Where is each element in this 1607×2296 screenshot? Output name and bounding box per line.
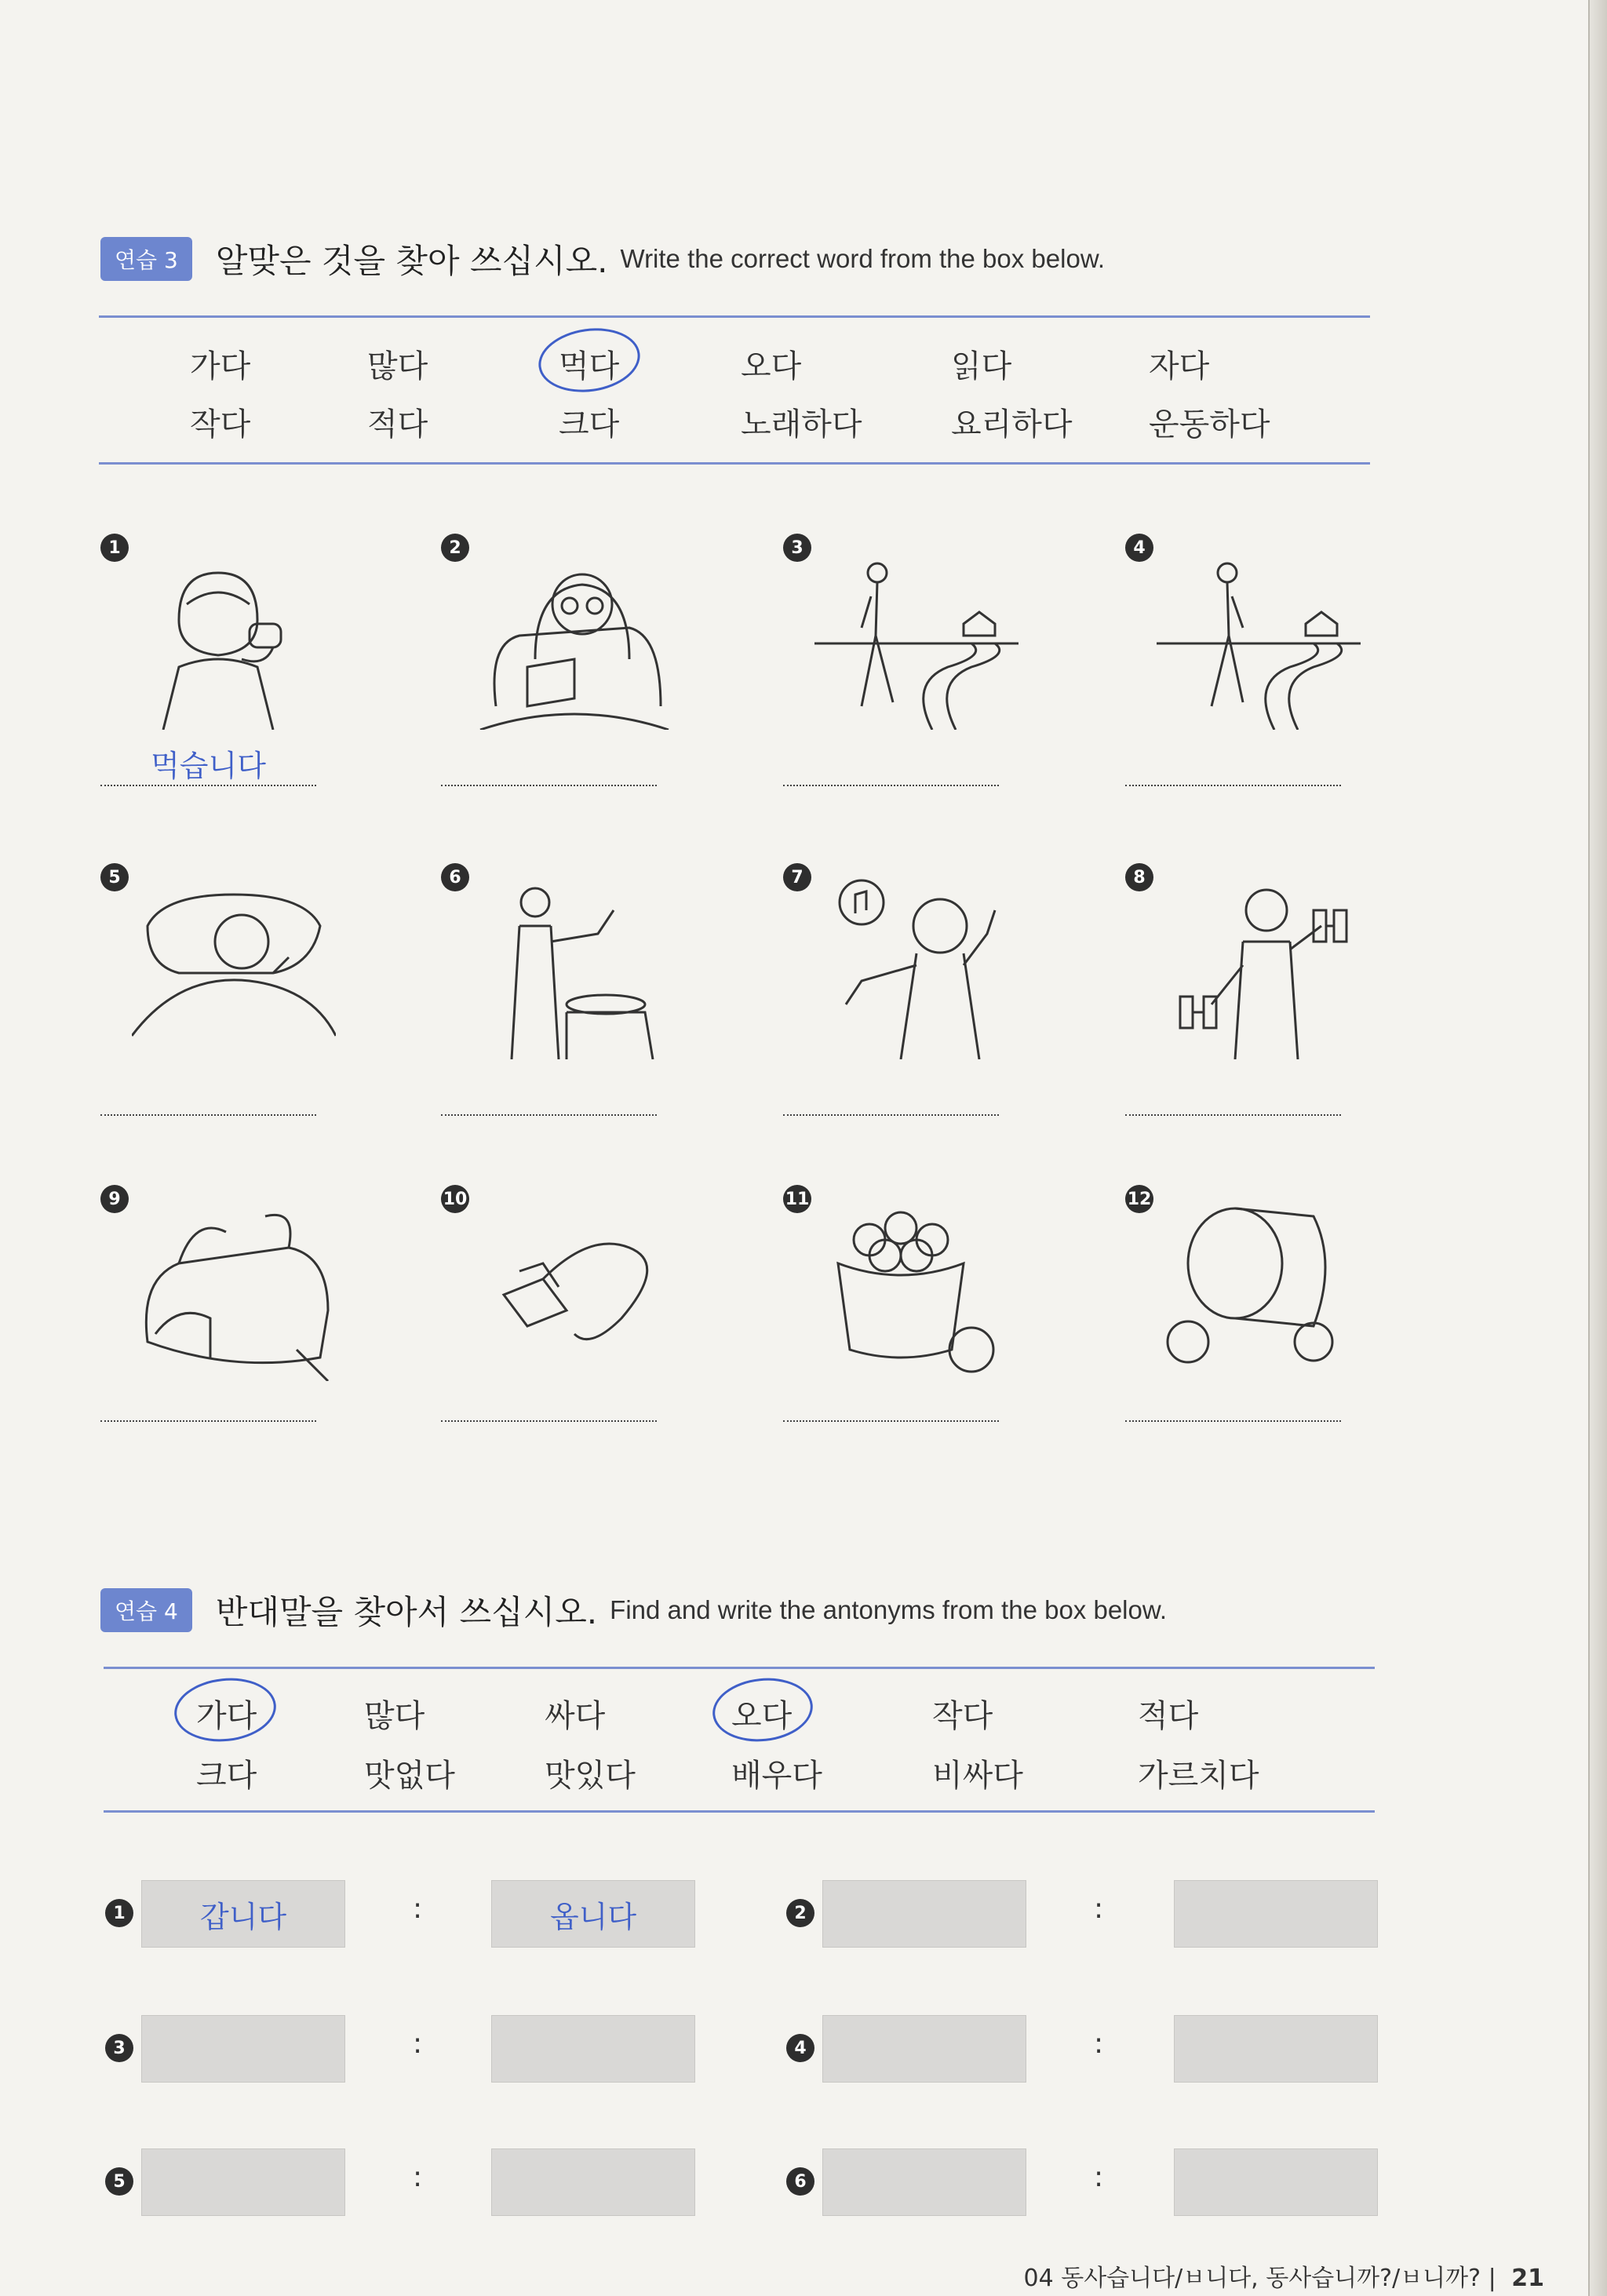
ex4-word-7: 크다 — [196, 1758, 257, 1794]
pair-2-colon: : — [1094, 1893, 1104, 1925]
answer-line[interactable] — [441, 785, 657, 786]
answer-line[interactable] — [100, 785, 316, 786]
answer-line[interactable] — [100, 1420, 316, 1422]
pair-number-6: 6 — [786, 2167, 814, 2196]
ex4-word-3: 싸다 — [545, 1698, 606, 1734]
pair-5-left-box[interactable] — [141, 2148, 345, 2216]
pair-6-colon: : — [1094, 2161, 1104, 2193]
answer-line[interactable] — [1125, 785, 1341, 786]
empty-basket-icon — [1157, 1201, 1361, 1381]
ex3-item-11 — [783, 1185, 1018, 1499]
pair-number-5: 5 — [105, 2167, 133, 2196]
walking-toward-icon — [1157, 549, 1361, 730]
pair-1-right-box[interactable]: 옵니다 — [491, 1880, 695, 1948]
ex3-item-10 — [441, 1185, 676, 1499]
pair-5-right-box[interactable] — [491, 2148, 695, 2216]
exercise3-word-box — [99, 315, 1370, 465]
answer-line[interactable] — [100, 1114, 316, 1116]
sleeping-person-icon — [132, 879, 336, 1059]
ex3-word-4: 오다 — [741, 348, 802, 384]
ex3-word-8: 적다 — [367, 406, 428, 443]
ex4-word-12: 가르치다 — [1138, 1758, 1259, 1794]
item-number: 4 — [1125, 534, 1153, 562]
full-basket-icon — [814, 1201, 1018, 1381]
ex4-word-4: 오다 — [731, 1698, 793, 1734]
pair-1-left-box[interactable]: 갑니다 — [141, 1880, 345, 1948]
answer-line[interactable] — [1125, 1420, 1341, 1422]
pair-6-left-box[interactable] — [822, 2148, 1026, 2216]
pair-2-left-box[interactable] — [822, 1880, 1026, 1948]
ex3-word-3: 먹다 — [559, 348, 620, 384]
ex4-word-1: 가다 — [196, 1698, 257, 1734]
ex3-item-12 — [1125, 1185, 1361, 1499]
ex3-word-10: 노래하다 — [741, 406, 862, 443]
ex3-item-4 — [1125, 534, 1361, 847]
ex3-word-2: 많다 — [367, 348, 428, 384]
walking-away-icon — [814, 549, 1018, 730]
exercise3-title-ko: 알맞은 것을 찾아 쓰십시오. — [215, 242, 608, 280]
ex3-word-5: 읽다 — [951, 348, 1012, 384]
answer-text: 먹습니다 — [151, 749, 266, 783]
small-bag-icon — [472, 1201, 676, 1381]
item-number: 3 — [783, 534, 811, 562]
drinking-person-icon — [132, 549, 336, 730]
pair-number-4: 4 — [786, 2034, 814, 2062]
item-number: 9 — [100, 1185, 129, 1213]
ex3-word-9: 크다 — [559, 406, 620, 443]
page-number: 21 — [1511, 2265, 1544, 2292]
exercise4-title-en: Find and write the antonyms from the box below. — [610, 1595, 1168, 1624]
exercise3-header — [100, 235, 1105, 282]
exercise4-title-ko: 반대말을 찾아서 쓰십시오. — [215, 1593, 598, 1631]
item-number: 8 — [1125, 863, 1153, 891]
ex4-word-9: 맛있다 — [545, 1758, 636, 1794]
exercising-person-icon — [1157, 879, 1361, 1059]
ex3-word-11: 요리하다 — [951, 406, 1073, 443]
pair-3-colon: : — [413, 2028, 423, 2060]
chapter-title: 04 동사습니다/ㅂ니다, 동사습니까?/ㅂ니까? — [1023, 2265, 1481, 2292]
reading-person-icon — [472, 549, 676, 730]
answer-line[interactable] — [783, 1114, 999, 1116]
item-number: 1 — [100, 534, 129, 562]
ex3-word-1: 가다 — [190, 348, 251, 384]
pair-number-2: 2 — [786, 1899, 814, 1927]
ex3-item-3 — [783, 534, 1018, 847]
pair-3-right-box[interactable] — [491, 2015, 695, 2083]
ex3-item-5 — [100, 863, 336, 1177]
pair-1-colon: : — [413, 1893, 423, 1925]
large-bag-icon — [132, 1201, 336, 1381]
ex3-item-7 — [783, 863, 1018, 1177]
item-number: 5 — [100, 863, 129, 891]
ex3-word-7: 작다 — [190, 406, 251, 443]
item-number: 2 — [441, 534, 469, 562]
pair-3-left-box[interactable] — [141, 2015, 345, 2083]
pair-number-3: 3 — [105, 2034, 133, 2062]
answer-line[interactable] — [783, 1420, 999, 1422]
page-footer — [1024, 2258, 1544, 2293]
ex3-item-6 — [441, 863, 676, 1177]
page-spine — [1588, 0, 1607, 2296]
singing-person-icon — [814, 879, 1018, 1059]
ex4-word-2: 많다 — [364, 1698, 425, 1734]
ex3-item-2 — [441, 534, 676, 847]
exercise3-badge: 연습 3 — [100, 237, 192, 281]
exercise3-title-en: Write the correct word from the box below. — [620, 244, 1105, 273]
ex3-item-1 — [100, 534, 336, 847]
ex4-word-8: 맛없다 — [364, 1758, 455, 1794]
ex4-word-11: 비싸다 — [932, 1758, 1023, 1794]
item-number: 7 — [783, 863, 811, 891]
pair-5-colon: : — [413, 2161, 423, 2193]
pair-4-right-box[interactable] — [1174, 2015, 1378, 2083]
ex3-item-9 — [100, 1185, 336, 1499]
answer-line[interactable] — [441, 1114, 657, 1116]
ex4-word-6: 적다 — [1138, 1698, 1199, 1734]
ex3-word-6: 자다 — [1149, 348, 1210, 384]
footer-separator: | — [1488, 2265, 1496, 2292]
pair-2-right-box[interactable] — [1174, 1880, 1378, 1948]
answer-line[interactable] — [783, 785, 999, 786]
answer-line[interactable] — [441, 1420, 657, 1422]
item-number: 10 — [441, 1185, 469, 1213]
pair-4-colon: : — [1094, 2028, 1104, 2060]
ex4-word-10: 배우다 — [731, 1758, 822, 1794]
ex4-word-5: 작다 — [932, 1698, 993, 1734]
pair-number-1: 1 — [105, 1899, 133, 1927]
exercise4-badge: 연습 4 — [100, 1588, 192, 1632]
pair-4-left-box[interactable] — [822, 2015, 1026, 2083]
cooking-person-icon — [472, 879, 676, 1059]
pair-6-right-box[interactable] — [1174, 2148, 1378, 2216]
exercise4-header — [100, 1587, 1167, 1634]
item-number: 11 — [783, 1185, 811, 1213]
item-number: 6 — [441, 863, 469, 891]
ex3-word-12: 운동하다 — [1149, 406, 1270, 443]
exercise4-word-box — [104, 1667, 1375, 1813]
ex3-item-8 — [1125, 863, 1361, 1177]
answer-line[interactable] — [1125, 1114, 1341, 1116]
item-number: 12 — [1125, 1185, 1153, 1213]
